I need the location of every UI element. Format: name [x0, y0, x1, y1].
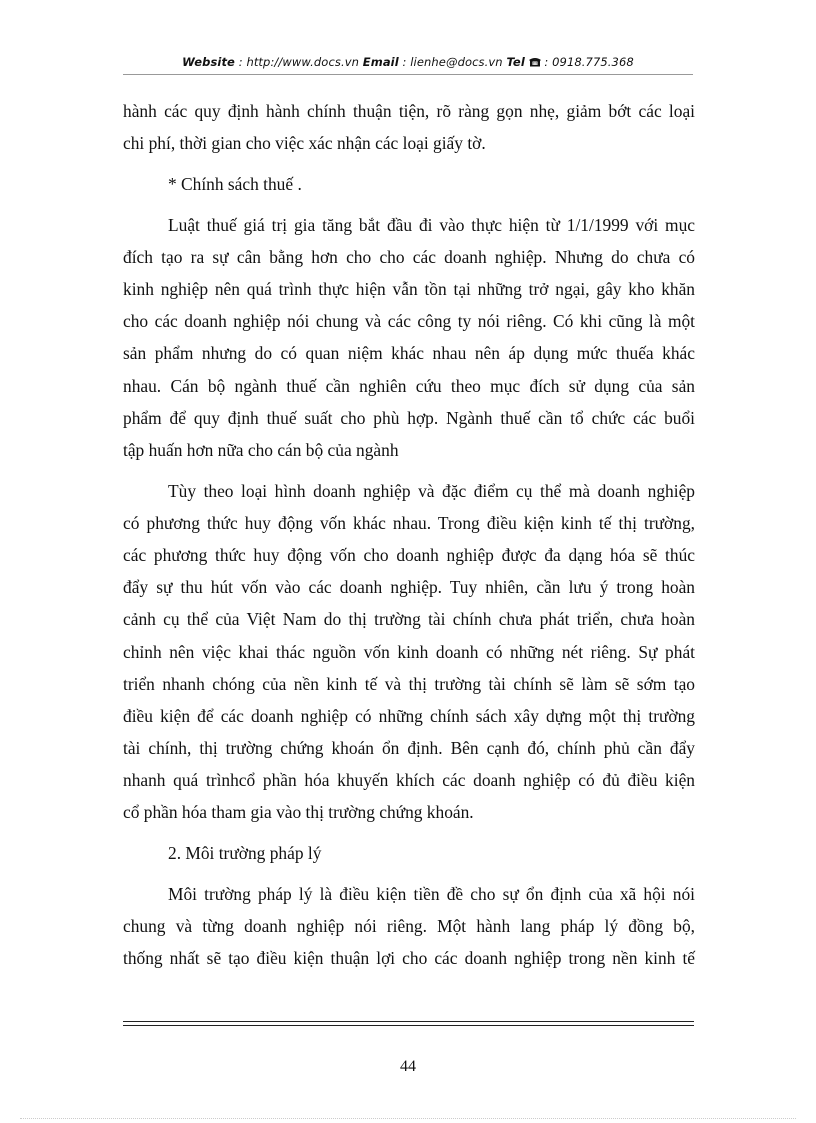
text-line: cảnh cụ thể của Việt Nam do thị trường tài chính chưa phát triển, chưa hoàn [123, 609, 695, 630]
text-line: tập huấn hơn nữa cho cán bộ của ngành [123, 439, 399, 460]
text-line: tài chính, thị trường chứng khoán ổn định. Bên cạnh đó, chính phủ cần đẩy [123, 738, 695, 759]
text-line: nhau. Cán bộ ngành thuế cần nghiên cứu theo mục đích sử dụng của sản [123, 375, 695, 396]
tel-label: Tel [506, 55, 525, 69]
text-line: chung và từng doanh nghiệp nói riêng. Một hành lang pháp lý đồng bộ, [123, 916, 695, 936]
footer-divider [123, 1025, 694, 1026]
text-line: phẩm để quy định thuế suất cho phù hợp. Ngành thuế cần tổ chức các buổi [123, 407, 695, 428]
text-line: sản phẩm nhưng do có quan niệm khác nhau nên áp dụng mức thuếa khác [123, 343, 695, 364]
text-line: đẩy sự thu hút vốn vào các doanh nghiệp. Tuy nhiên, cần lưu ý trong hoàn [123, 577, 695, 598]
text-line: điều kiện để các doanh nghiệp có những chính sách xây dựng một thị trường [123, 705, 695, 726]
text-line: Tùy theo loại hình doanh nghiệp và đặc điểm cụ thể mà doanh nghiệp [168, 480, 695, 501]
text-line: có phương thức huy động vốn khác nhau. Trong điều kiện kinh tế thị trường, [123, 512, 695, 533]
header-divider [123, 74, 693, 75]
page-number: 44 [400, 1058, 416, 1075]
text-line: cho các doanh nghiệp nói chung và các công ty nói riêng. Có khi cũng là một [123, 311, 695, 332]
tel-value: 0918.775.368 [552, 55, 634, 69]
footer-divider [123, 1021, 694, 1022]
phone-icon [529, 55, 545, 69]
text-line: Môi trường pháp lý là điều kiện tiền đề cho sự ổn định của xã hội nói [168, 883, 695, 904]
document-body [123, 95, 695, 974]
page-header: Website : http://www.docs.vn Email : lienhe@docs.vn Tel : 0918.775.368 [182, 55, 634, 69]
text-line: kinh nghiệp nên quá trình thực hiện vẫn tồn tại những trở ngại, gây kho khăn [123, 278, 695, 299]
text-line: thống nhất sẽ tạo điều kiện thuận lợi cho các doanh nghiệp trong nền kinh tế [123, 948, 695, 969]
text-line: hành các quy định hành chính thuận tiện, rõ ràng gọn nhẹ, giảm bớt các loại [123, 101, 695, 121]
email-label: Email [362, 55, 399, 69]
website-value: http://www.docs.vn [246, 55, 360, 69]
text-line: Luật thuế giá trị gia tăng bắt đầu đi vào thực hiện từ 1/1/1999 với mục [168, 214, 695, 235]
email-value: lienhe@docs.vn [410, 55, 503, 69]
section-heading-legal-environment: 2. Môi trường pháp lý [168, 843, 322, 864]
website-label: Website [182, 55, 235, 69]
text-line: đích tạo ra sự cân bằng hơn cho cho các doanh nghiệp. Nhưng do chưa có [123, 246, 695, 267]
page-edge [20, 1118, 796, 1119]
text-line: chỉnh nên việc khai thác nguồn vốn kinh doanh có những nét riêng. Sự phát [123, 641, 695, 662]
section-heading-tax-policy: * Chính sách thuế . [168, 173, 302, 194]
text-line: triển nhanh chóng của nền kinh tế và thị trường tài chính sẽ làm sẽ sớm tạo [123, 673, 695, 694]
text-line: cổ phần hóa tham gia vào thị trường chứng khoán. [123, 802, 474, 823]
text-line: chi phí, thời gian cho việc xác nhận các loại giấy tờ. [123, 133, 486, 154]
text-line: các phương thức huy động vốn cho doanh nghiệp được đa dạng hóa sẽ thúc [123, 544, 695, 565]
text-line: nhanh quá trìnhcổ phần hóa khuyến khích các doanh nghiệp có đủ điều kiện [123, 770, 695, 791]
